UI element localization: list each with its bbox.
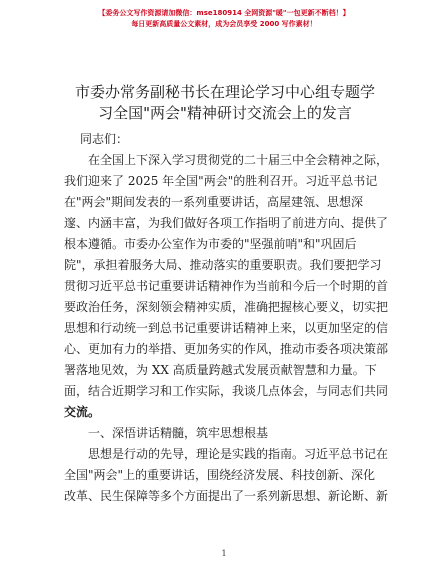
paragraph-line: 心、更加有力的举措、更加务实的作风，推动市委各项决策部: [64, 342, 389, 356]
section-heading: 一、深悟讲话精髓，筑牢思想根基: [88, 426, 269, 440]
paragraph-line-bold: 交流。: [64, 405, 101, 419]
paragraph-line: 根本遵循。市委办公室作为市委的"坚强前哨"和"巩固后: [64, 237, 357, 251]
title-line-2: 习全国"两会"精神研讨交流会上的发言: [98, 104, 352, 122]
paragraph-line: 我们迎来了 2025 年全国"两会"的胜利召开。习近平总书记: [64, 174, 378, 188]
paragraph-line: 在全国上下深入学习贯彻党的二十届三中全会精神之际，: [88, 153, 389, 167]
salutation: 同志们：: [80, 132, 129, 146]
paragraph-line: 贯彻习近平总书记重要讲话精神作为当前和今后一个时期的首: [64, 279, 389, 293]
paragraph-line: 全国"两会"上的重要讲话，围绕经济发展、科技创新、深化: [64, 468, 376, 482]
paragraph-line: 思想和行动统一到总书记重要讲话精神上来，以更加坚定的信: [64, 321, 389, 335]
paragraph-line: 邃、内涵丰富，为我们做好各项工作指明了前进方向、提供了: [64, 216, 389, 230]
promo-banner: [0, 8, 448, 30]
paragraph-line: 在"两会"期间发表的一系列重要讲话，高屋建瓴、思想深: [64, 195, 364, 209]
document-body: [64, 150, 394, 507]
paragraph-line: 要政治任务，深刻领会精神实质，准确把握核心要义，切实把: [64, 300, 389, 314]
title-line-1: 市委办常务副秘书长在理论学习中心组专题学: [74, 83, 375, 101]
page-number: 1: [221, 549, 227, 558]
promo-line-1: 【委务公文写作资源请加微信：mse180914 全网资源"暖"一包更新不断档！】: [98, 9, 350, 17]
paragraph-line: 署落地见效，为 XX 高质量跨越式发展贡献智慧和力量。下: [64, 363, 377, 377]
paragraph-line: 面，结合近期学习和工作实际，我谈几点体会，与同志们共同: [64, 384, 389, 398]
document-title: [60, 82, 390, 124]
paragraph-line: 改革、民生保障等多个方面提出了一系列新思想、新论断、新: [64, 489, 389, 503]
promo-line-2: 每日更新高质量公文素材，成为会员享受 2000 写作素材！: [131, 20, 317, 28]
paragraph-line: 院"，承担着服务大局、推动落实的重要职责。我们要把学习: [64, 258, 382, 272]
paragraph-line: 思想是行动的先导，理论是实践的指南。习近平总书记在: [88, 447, 389, 461]
